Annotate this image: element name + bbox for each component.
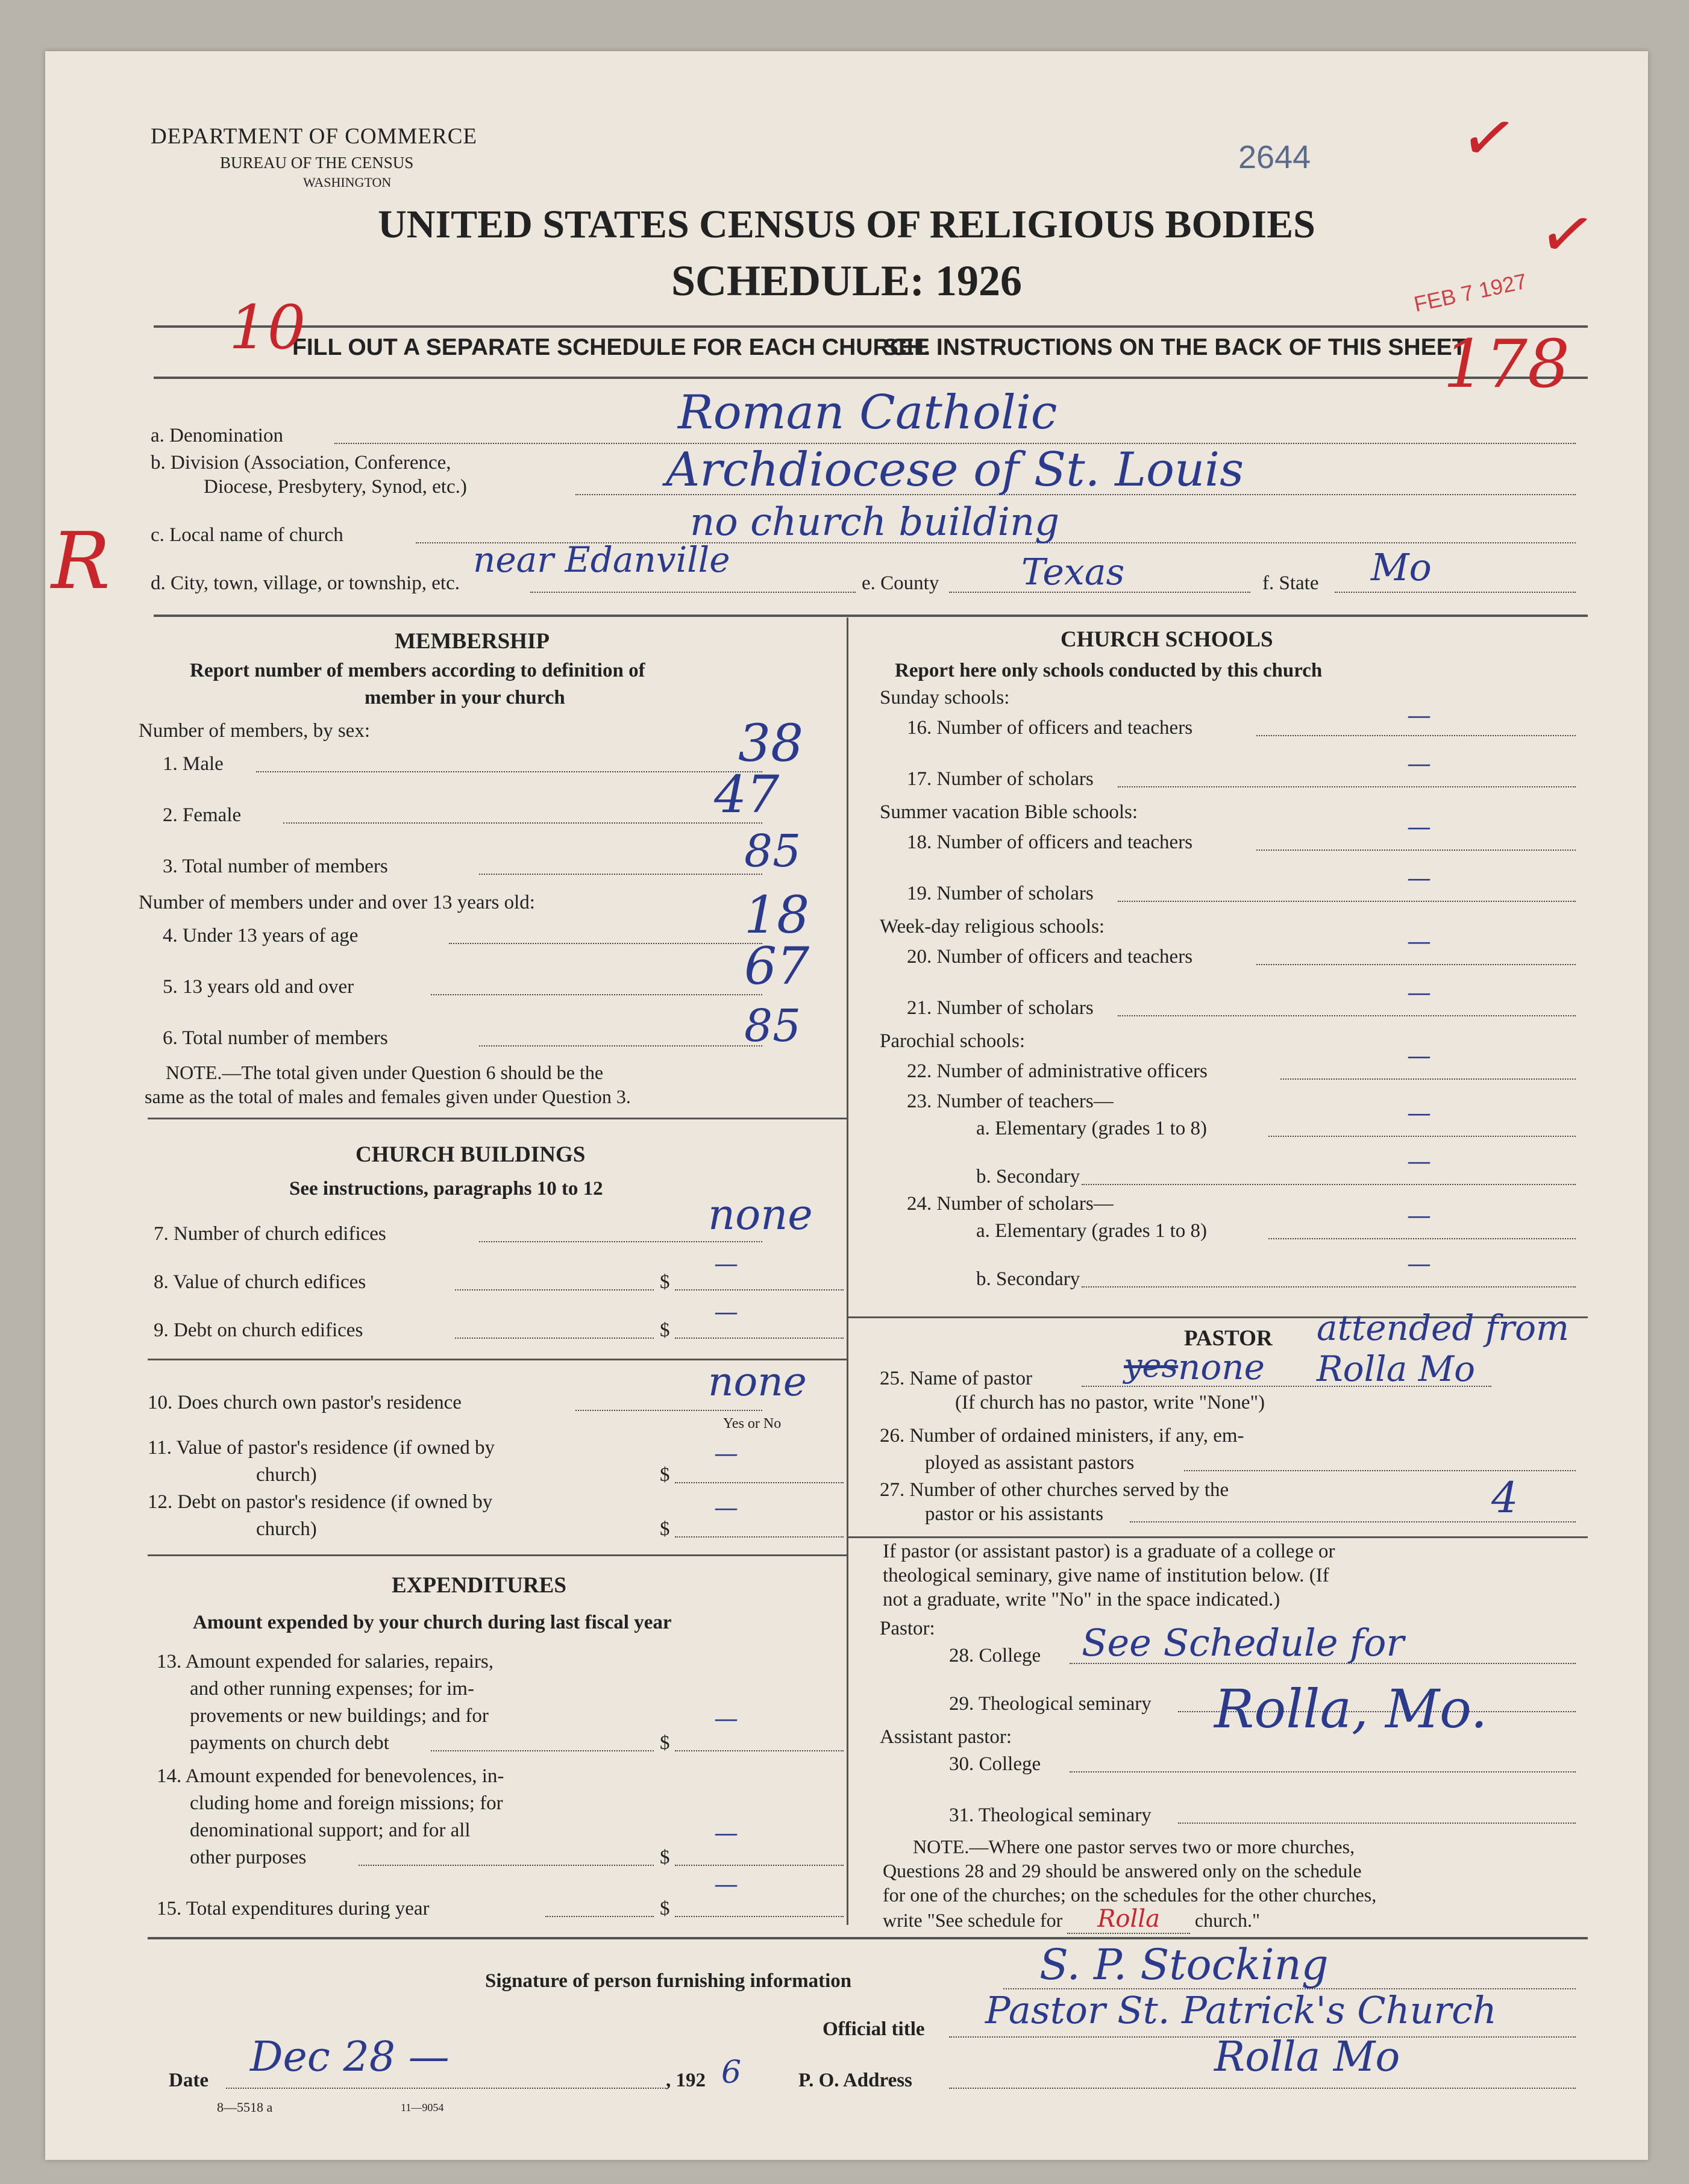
pastor-note-4-value[interactable]: Rolla: [1067, 1905, 1190, 1934]
q23b-dash[interactable]: —: [1407, 1148, 1431, 1175]
q29-label: 29. Theological seminary: [949, 1693, 1152, 1715]
q15-dollar: $: [660, 1898, 670, 1920]
church-schools-title: CHURCH SCHOOLS: [1061, 627, 1273, 652]
year-value[interactable]: 6: [721, 2054, 742, 2091]
q1-label: 1. Male: [163, 753, 224, 775]
q11-dollar: $: [660, 1464, 670, 1486]
expenditures-sub: Amount expended by your church during last fiscal year: [193, 1612, 672, 1633]
q24-label: 24. Number of scholars—: [907, 1193, 1114, 1215]
church-schools-sub: Report here only schools conducted by this church: [895, 660, 1323, 681]
q10-value[interactable]: none: [708, 1359, 807, 1405]
q12-dollar: $: [660, 1518, 670, 1540]
pastor-note-4-start: write "See schedule for: [883, 1909, 1063, 1931]
sunday-schools-label: Sunday schools:: [880, 687, 1010, 709]
membership-intro-2: member in your church: [365, 687, 565, 709]
q4-value[interactable]: 18: [744, 886, 810, 945]
q22-dash[interactable]: —: [1407, 1042, 1431, 1070]
county-value[interactable]: Texas: [1021, 551, 1125, 593]
q16-label: 16. Number of officers and teachers: [907, 717, 1193, 739]
q8-dash[interactable]: —: [714, 1250, 738, 1278]
form-number: 8—5518 a: [217, 2100, 273, 2115]
schedule-title: SCHEDULE: 1926: [671, 257, 1023, 305]
q26-label: 26. Number of ordained ministers, if any, em-: [880, 1425, 1244, 1447]
stamp-number: 2644: [1238, 139, 1311, 175]
local-name-value[interactable]: no church building: [690, 500, 1060, 545]
q13-label: 13. Amount expended for salaries, repairs,: [157, 1651, 494, 1672]
q12-label: 12. Debt on pastor's residence (if owned by: [148, 1491, 493, 1513]
q13-dash[interactable]: —: [714, 1705, 738, 1733]
membership-note-1: NOTE.—The total given under Question 6 should be the: [166, 1062, 604, 1083]
q18-dash[interactable]: —: [1407, 813, 1431, 841]
q23b-label: b. Secondary: [976, 1166, 1080, 1187]
q9-label: 9. Debt on church edifices: [154, 1319, 363, 1341]
date-label: Date: [169, 2070, 208, 2091]
q22-label: 22. Number of administrative officers: [907, 1060, 1208, 1082]
q24b-label: b. Secondary: [976, 1268, 1080, 1290]
q24a-label: a. Elementary (grades 1 to 8): [976, 1220, 1208, 1242]
q1-value[interactable]: 38: [738, 714, 804, 774]
q13-dollar: $: [660, 1732, 670, 1754]
q14-label-2: cluding home and foreign missions; for: [190, 1792, 503, 1814]
pastor-note-1: NOTE.—Where one pastor serves two or more churches,: [913, 1836, 1355, 1857]
bureau-heading: BUREAU OF THE CENSUS: [220, 154, 414, 172]
summer-schools-label: Summer vacation Bible schools:: [880, 801, 1138, 823]
church-buildings-title: CHURCH BUILDINGS: [356, 1142, 586, 1167]
city-label: d. City, town, village, or township, etc.: [151, 572, 460, 594]
pastor-title: PASTOR: [1184, 1326, 1273, 1351]
q29-value[interactable]: Rolla, Mo.: [1214, 1678, 1488, 1740]
q28-label: 28. College: [949, 1645, 1041, 1666]
q9-dash[interactable]: —: [714, 1298, 738, 1326]
official-title-value[interactable]: Pastor St. Patrick's Church: [985, 1988, 1497, 2032]
q13-label-2: and other running expenses; for im-: [190, 1678, 474, 1700]
church-buildings-sub: See instructions, paragraphs 10 to 12: [289, 1178, 603, 1200]
q5-value[interactable]: 67: [744, 937, 810, 997]
q6-label: 6. Total number of members: [163, 1027, 388, 1049]
q14-label: 14. Amount expended for benevolences, in-: [157, 1765, 504, 1787]
q27-label-2: pastor or his assistants: [925, 1503, 1104, 1525]
department-heading: DEPARTMENT OF COMMERCE: [151, 124, 477, 149]
q23a-label: a. Elementary (grades 1 to 8): [976, 1118, 1208, 1139]
check-mark-top: ✓: [1455, 97, 1523, 180]
q18-label: 18. Number of officers and teachers: [907, 831, 1193, 853]
division-value[interactable]: Archdiocese of St. Louis: [666, 443, 1244, 497]
q13-label-4: payments on church debt: [190, 1732, 389, 1754]
q17-dash[interactable]: —: [1407, 750, 1431, 778]
q3-label: 3. Total number of members: [163, 856, 388, 877]
page-title: UNITED STATES CENSUS OF RELIGIOUS BODIES: [378, 202, 1315, 246]
parochial-schools-label: Parochial schools:: [880, 1030, 1026, 1052]
year-prefix: , 192: [666, 2070, 706, 2091]
date-value[interactable]: Dec 28 —: [250, 2033, 450, 2081]
instruction-right: SEE INSTRUCTIONS ON THE BACK OF THIS SHEET: [883, 334, 1467, 360]
weekday-schools-label: Week-day religious schools:: [880, 916, 1105, 937]
annotation-letter: R: [51, 515, 110, 607]
annotation-right-number: 178: [1443, 325, 1570, 402]
q25-note: (If church has no pastor, write "None"): [955, 1392, 1265, 1413]
membership-note-2: same as the total of males and females given under Question 3.: [145, 1086, 631, 1107]
state-label: f. State: [1262, 572, 1319, 594]
q20-dash[interactable]: —: [1407, 928, 1431, 956]
check-mark-second: ✓: [1534, 193, 1601, 277]
q11-label: 11. Value of pastor's residence (if owned by: [148, 1437, 495, 1459]
q19-label: 19. Number of scholars: [907, 883, 1094, 904]
q25-struck-value[interactable]: yes: [1124, 1347, 1179, 1385]
q13-label-3: provements or new buildings; and for: [190, 1705, 489, 1727]
q23-label: 23. Number of teachers—: [907, 1090, 1114, 1112]
q15-label: 15. Total expenditures during year: [157, 1898, 430, 1920]
annotation-left-number: 10: [229, 292, 306, 363]
yes-no-caption: Yes or No: [723, 1416, 782, 1431]
pastor-attended-from[interactable]: attended from Rolla Mo: [1317, 1307, 1569, 1389]
q9-dollar: $: [660, 1319, 670, 1341]
membership-intro-1: Report number of members according to definition of: [190, 660, 645, 681]
pastor-note-2: Questions 28 and 29 should be answered only on the schedule: [883, 1860, 1362, 1882]
q23a-dash[interactable]: —: [1407, 1100, 1431, 1127]
expenditures-title: EXPENDITURES: [392, 1573, 566, 1598]
q3-value[interactable]: 85: [744, 825, 801, 877]
membership-title: MEMBERSHIP: [395, 629, 550, 654]
q11-dash[interactable]: —: [714, 1440, 738, 1468]
city-value[interactable]: near Edanville: [473, 539, 730, 580]
date-stamp: FEB 7 1927: [1411, 268, 1529, 317]
pastor-note-4-end: church.": [1194, 1909, 1261, 1931]
graduate-instruction-1: If pastor (or assistant pastor) is a graduate of a college or: [883, 1541, 1335, 1562]
q31-label: 31. Theological seminary: [949, 1804, 1152, 1826]
q28-value[interactable]: See Schedule for: [1082, 1621, 1405, 1665]
graduate-instruction-3: not a graduate, write "No" in the space indicated.): [883, 1589, 1280, 1610]
q16-dash[interactable]: —: [1407, 702, 1431, 730]
q6-value[interactable]: 85: [744, 1000, 801, 1052]
denomination-value[interactable]: Roman Catholic: [678, 386, 1058, 440]
q7-label: 7. Number of church edifices: [154, 1223, 386, 1245]
q5-label: 5. 13 years old and over: [163, 976, 354, 998]
members-by-age-label: Number of members under and over 13 years old:: [139, 892, 535, 913]
washington-heading: WASHINGTON: [303, 175, 392, 190]
q27-value[interactable]: 4: [1491, 1473, 1518, 1522]
q12-dash[interactable]: —: [714, 1494, 738, 1522]
q30-label: 30. College: [949, 1753, 1041, 1775]
q2-label: 2. Female: [163, 804, 242, 826]
census-schedule-sheet: [45, 51, 1648, 2160]
official-title-label: Official title: [823, 2018, 925, 2040]
q21-label: 21. Number of scholars: [907, 997, 1094, 1019]
county-label: e. County: [862, 572, 939, 594]
pastor-note-4: [883, 1907, 1260, 1932]
denomination-label: a. Denomination: [151, 425, 283, 446]
state-value[interactable]: Mo: [1371, 545, 1432, 589]
q25-label: 25. Name of pastor: [880, 1368, 1032, 1389]
assistant-pastor-label: Assistant pastor:: [880, 1726, 1012, 1748]
members-by-sex-label: Number of members, by sex:: [139, 720, 370, 742]
instruction-left: FILL OUT A SEPARATE SCHEDULE FOR EACH CHURCH.: [292, 334, 930, 360]
q7-value[interactable]: none: [708, 1190, 813, 1239]
q14-label-3: denominational support; and for all: [190, 1819, 471, 1841]
graduate-instruction-2: theological seminary, give name of institution below. (If: [883, 1565, 1329, 1586]
po-address-label: P. O. Address: [798, 2070, 912, 2091]
q24a-dash[interactable]: —: [1407, 1202, 1431, 1230]
q2-value[interactable]: 47: [714, 765, 780, 825]
q19-dash[interactable]: —: [1407, 865, 1431, 892]
q24b-dash[interactable]: —: [1407, 1250, 1431, 1278]
q14-dollar: $: [660, 1847, 670, 1868]
division-label: b. Division (Association, Conference,: [151, 452, 451, 474]
q14-label-4: other purposes: [190, 1847, 307, 1868]
q20-label: 20. Number of officers and teachers: [907, 946, 1193, 968]
local-name-label: c. Local name of church: [151, 524, 343, 546]
signature-label: Signature of person furnishing information: [485, 1970, 852, 1992]
pastor-note-3: for one of the churches; on the schedules for the other churches,: [883, 1884, 1377, 1906]
q11-label-2: church): [256, 1464, 317, 1486]
q12-label-2: church): [256, 1518, 317, 1540]
signature-value[interactable]: S. P. Stocking: [1039, 1940, 1329, 1989]
q4-label: 4. Under 13 years of age: [163, 925, 359, 947]
division-label-2: Diocese, Presbytery, Synod, etc.): [204, 476, 467, 498]
po-address-value[interactable]: Rolla Mo: [1214, 2033, 1400, 2081]
q8-dollar: $: [660, 1271, 670, 1293]
q15-dash[interactable]: —: [714, 1871, 738, 1898]
q25-value[interactable]: none: [1178, 1347, 1265, 1388]
q17-label: 17. Number of scholars: [907, 768, 1094, 790]
print-number: 11—9054: [401, 2101, 444, 2114]
q8-label: 8. Value of church edifices: [154, 1271, 366, 1293]
q10-label: 10. Does church own pastor's residence: [148, 1392, 462, 1413]
q14-dash[interactable]: —: [714, 1819, 738, 1847]
pastor-sub-label: Pastor:: [880, 1618, 935, 1639]
q27-label: 27. Number of other churches served by the: [880, 1479, 1229, 1501]
q21-dash[interactable]: —: [1407, 979, 1431, 1007]
q26-label-2: ployed as assistant pastors: [925, 1452, 1135, 1474]
